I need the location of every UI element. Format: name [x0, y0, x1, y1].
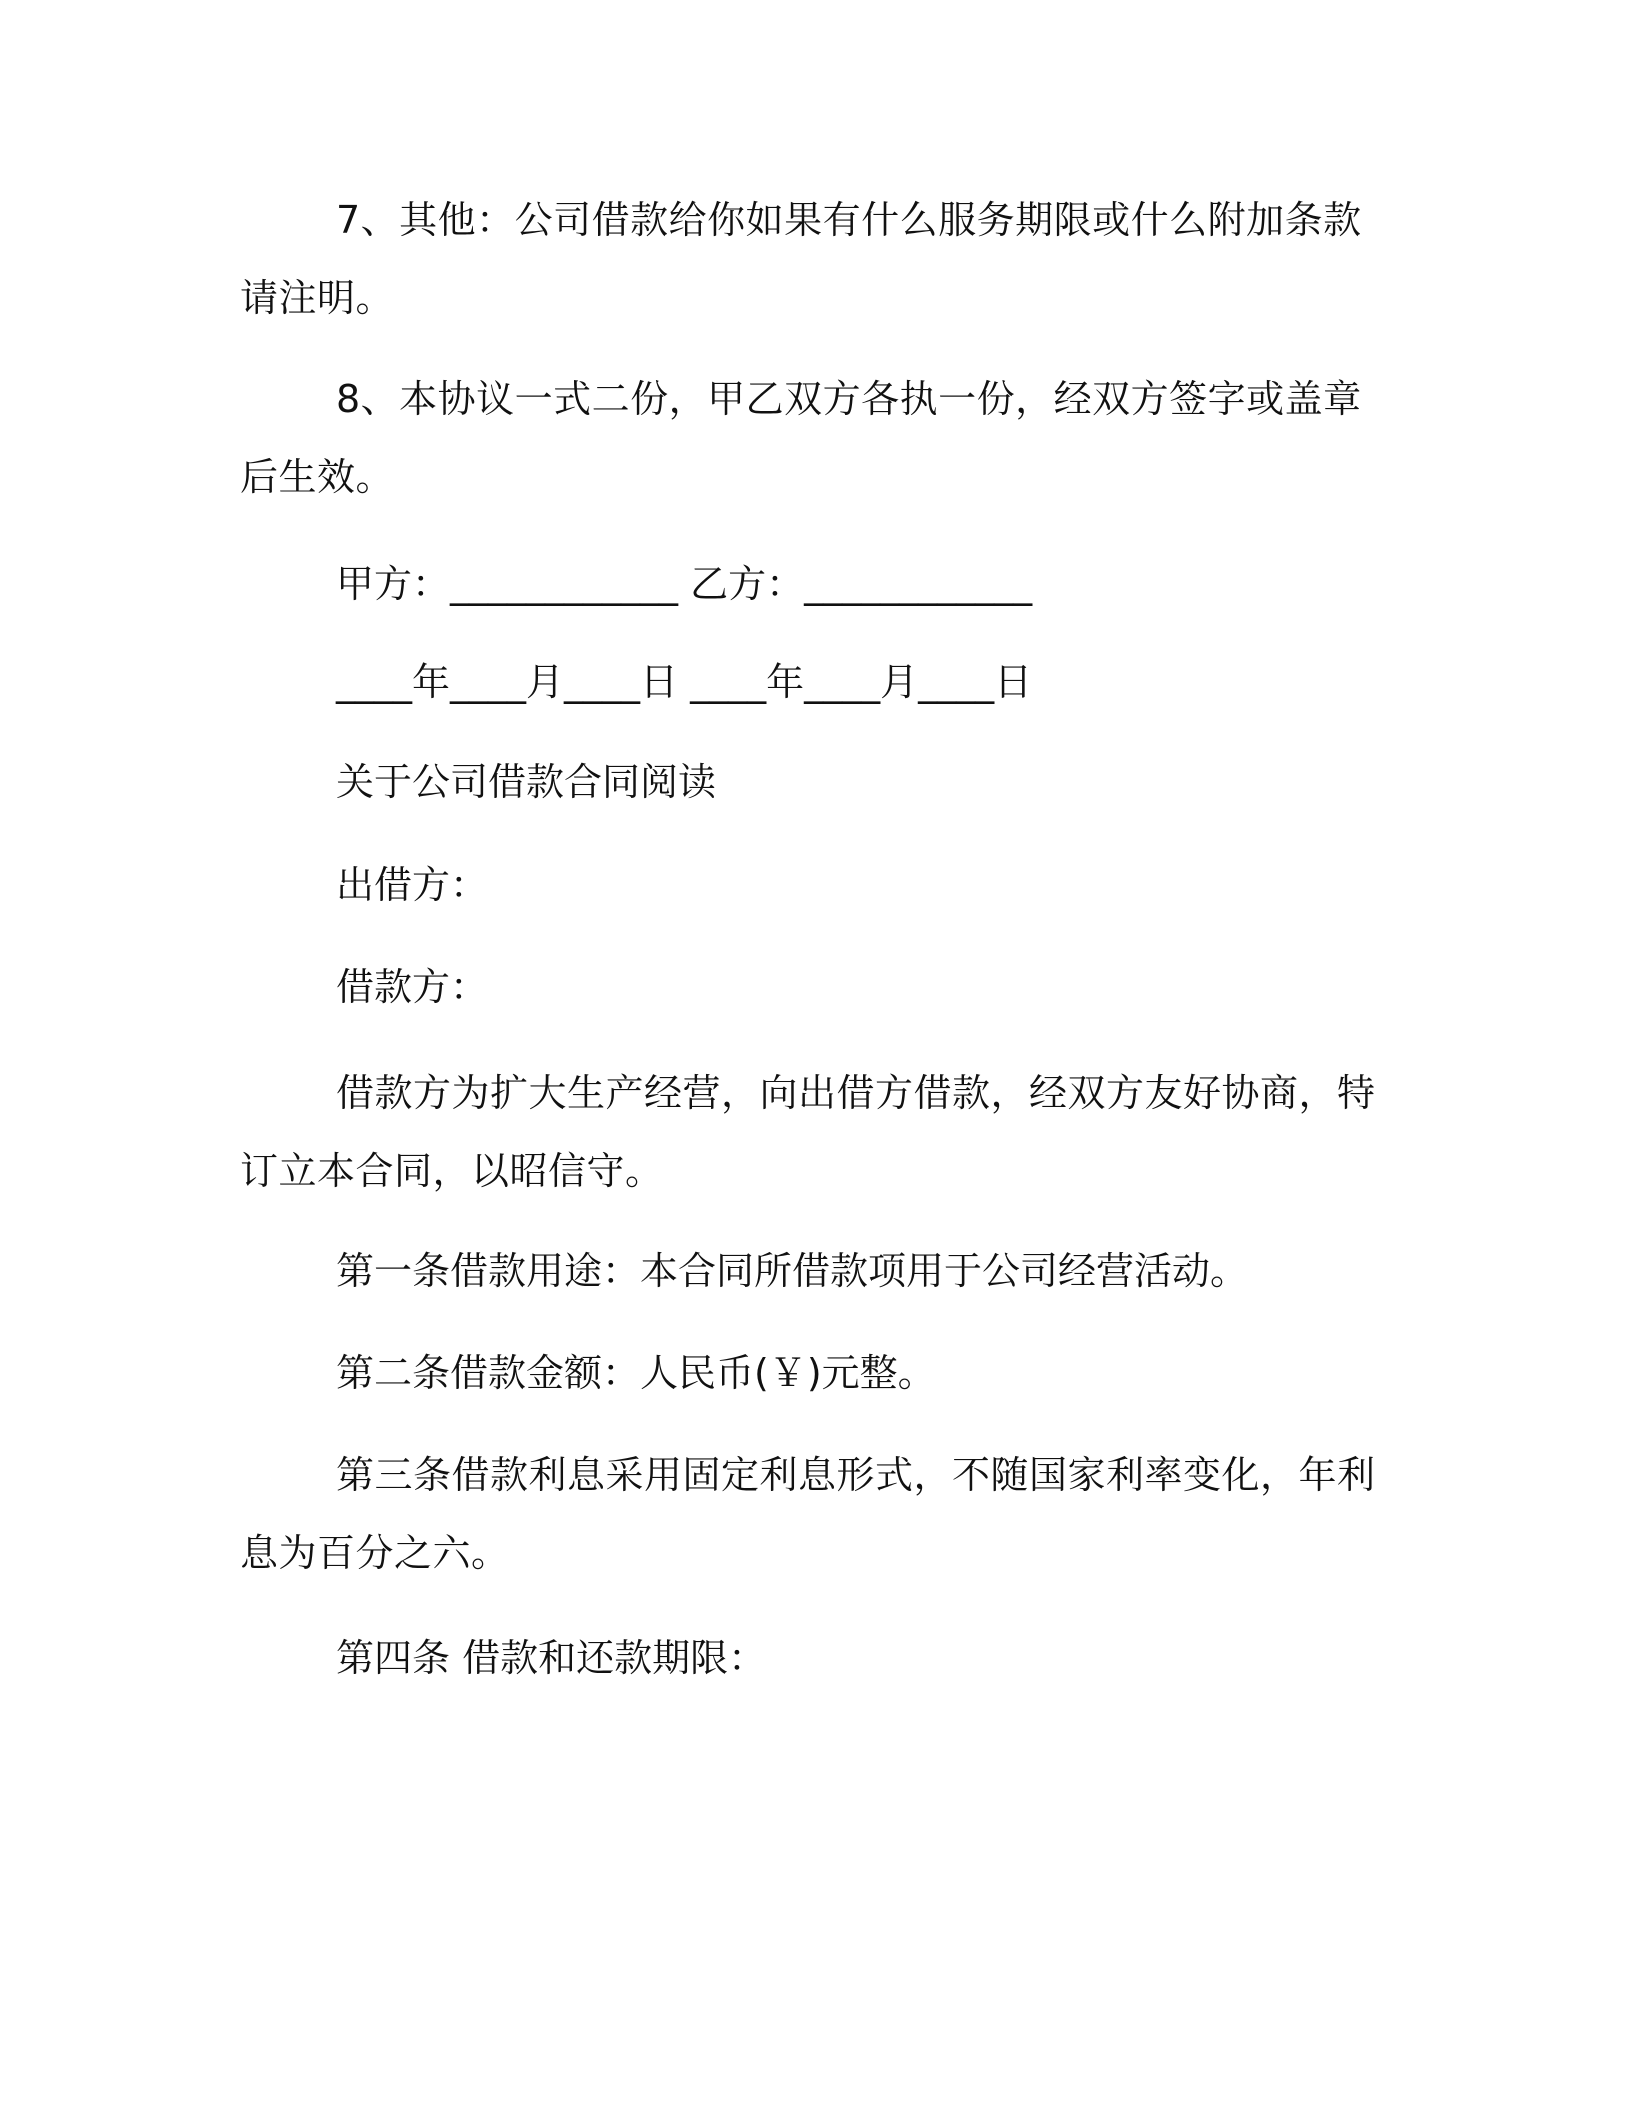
- article-3-paragraph: 第三条借款利息采用固定利息形式，不随国家利率变化，年利息为百分之六。: [240, 1453, 1376, 1575]
- clause-7-paragraph: 7、其他：公司借款给你如果有什么服务期限或什么附加条款请注明。: [240, 198, 1362, 320]
- date-line: ____年____月____日 ____年____月____日: [336, 660, 1033, 704]
- preamble-paragraph: 借款方为扩大生产经营，向出借方借款，经双方友好协商，特订立本合同，以昭信守。: [240, 1071, 1376, 1193]
- borrower-label: 借款方：: [336, 965, 489, 1009]
- signature-line: 甲方：____________ 乙方：____________: [336, 562, 1033, 606]
- article-2-paragraph: 第二条借款金额：人民币(￥)元整。: [336, 1351, 936, 1395]
- clause-8-paragraph: 8、本协议一式二份，甲乙双方各执一份，经双方签字或盖章后生效。: [240, 377, 1362, 499]
- article-1-paragraph: 第一条借款用途：本合同所借款项用于公司经营活动。: [336, 1249, 1249, 1293]
- article-4-paragraph: 第四条 借款和还款期限：: [336, 1636, 767, 1680]
- section-title: 关于公司借款合同阅读: [336, 760, 717, 804]
- lender-label: 出借方：: [336, 863, 489, 907]
